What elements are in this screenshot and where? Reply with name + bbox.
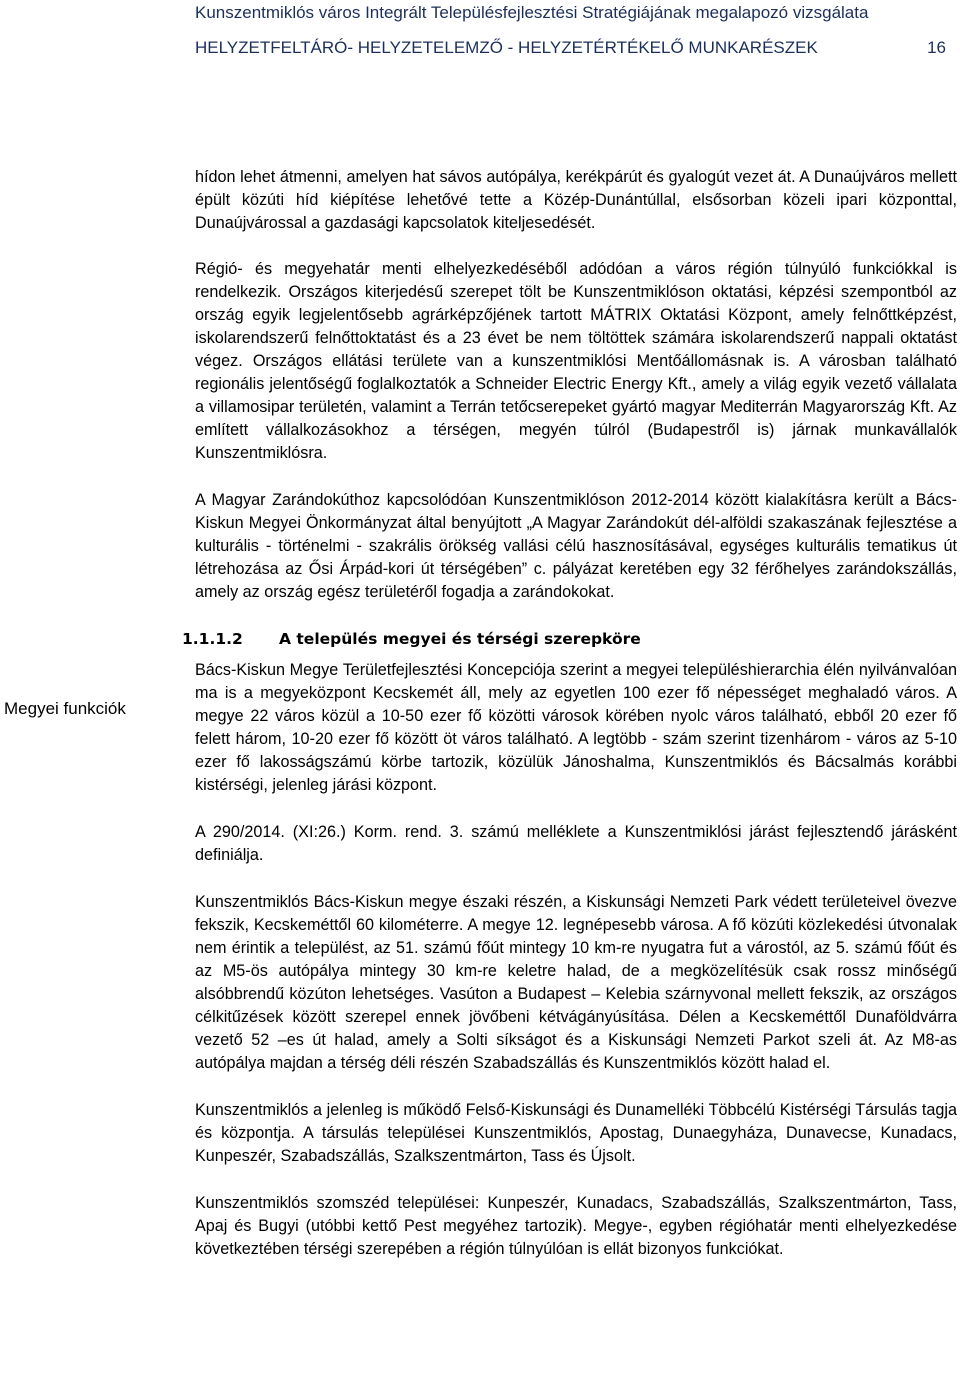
document-title: Kunszentmiklós város Integrált Településfejlesztési Stratégiájának megalapozó vizsgálata xyxy=(195,3,869,22)
paragraph-neighbours: Kunszentmiklós szomszéd települései: Kunpeszér, Kunadacs, Szabadszállás, Szalkszentmárton, Tass, Apaj és Bugyi (utóbbi kettő Pest megyéhez tartozik). Megye-, egyben régióhatár menti elhelyezkedése következtében térségi szerepében a régión túlnyúlóan is ellát bizonyos funkciókat. xyxy=(195,1194,957,1258)
paragraph-regional-functions: Régió- és megyehatár menti elhelyezkedéséből adódóan a város régión túlnyúló funkciókkal is rendelkezik. Országos kiterjedésű szerepet tölt be Kunszentmiklóson oktatási, képzési szempontból az ország egyik legjelentősebb agrárképzőjének tartott MÁTRIX Oktatási Központ, amely felnőttképzést, iskolarendszerű felnőttoktatást és a 23 évet be nem töltöttek számára iskolarendszerű nappali oktatást végez. Országos ellátási területe van a kunszentmiklósi Mentőállomásnak is. A városban található regionális jelentőségű foglalkoztatók a Schneider Electric Energy Kft., amely a világ egyik vezető vállalata a villamosipar területén, valamint a Terrán tetőcserepeket gyártó magyar Mediterrán Magyarország Kft. Az említett vállalkozásokhoz a térségen, megyén túlról (Budapestről is) járnak munkavállalók Kunszentmiklósra. xyxy=(195,260,957,462)
paragraph-pilgrim-route: A Magyar Zarándokúthoz kapcsolódóan Kunszentmiklóson 2012-2014 között kialakításra került a Bács-Kiskun Megyei Önkormányzat által benyújtott „A Magyar Zarándokút dél-alföldi szakaszának fejlesztése a kulturális - történelmi - szakrális örökség vallási célú hasznosításával, egységes kulturális tematikus út létrehozása az Ősi Árpád-kori út térségében” c. pályázat keretében egy 32 férőhelyes zarándokszállás, amely az ország egész területéről fogadja a zarándokokat. xyxy=(195,491,957,601)
page-header xyxy=(0,0,960,60)
paragraph-location-transport: Kunszentmiklós Bács-Kiskun megye északi részén, a Kiskunsági Nemzeti Park védett területeivel övezve fekszik, Kecskeméttől 60 kilométerre. A megye 12. legnépesebb városa. A fő közúti közlekedési útvonalak nem érintik a települést, az 51. számú főút mintegy 10 km-re nyugatra fut a várostól, az 5. számú főút és az M5-ös autópálya mintegy 30 km-re keletre halad, de a megközelítésük csak rossz minőségű alsóbbrendű közúton lehetséges. Vasúton a Budapest – Kelebia szárnyvonal mellett fekszik, az országos célkitűzések között szerepel ennek jövőbeni kétvágányúsítása. Délen a Kecskeméttől Dunaföldvárra vezető 52 –es út halad, amely a Solti síkságot és a Kiskunsági Nemzeti Parkot szeli át. Az M8-as autópálya majdan a térség déli részén Szabadszállás és Kunszentmiklós között halad el. xyxy=(195,893,957,1072)
section-number: 1.1.1.2 xyxy=(182,630,243,648)
paragraph-association: Kunszentmiklós a jelenleg is működő Felső-Kiskunsági és Dunamelléki Többcélú Kistérségi Társulás tagja és központja. A társulás települései Kunszentmiklós, Apostag, Dunaegyháza, Dunavecse, Kunadacs, Kunpeszér, Szabadszállás, Szalkszentmárton, Tass és Újsolt. xyxy=(195,1101,957,1165)
page-number: 16 xyxy=(927,38,946,57)
section-title: A település megyei és térségi szerepköre xyxy=(279,630,641,648)
document-body xyxy=(182,166,957,1285)
margin-label: Megyei funkciók xyxy=(4,699,126,718)
paragraph-bridge: hídon lehet átmenni, amelyen hat sávos autópálya, kerékpárút és gyalogút vezet át. A Dunaújváros mellett épült közúti híd kiépítése lehetővé tette a Közép-Dunántúllal, elsősorban közeli ipari központtal, Dunaújvárossal a gazdasági kapcsolatok kiteljesedését. xyxy=(195,168,957,232)
paragraph-decree: A 290/2014. (XI:26.) Korm. rend. 3. számú melléklete a Kunszentmiklósi járást fejlesztendő járásként definiálja. xyxy=(195,823,957,864)
section-heading xyxy=(182,628,957,659)
document-subtitle: HELYZETFELTÁRÓ- HELYZETELEMZŐ - HELYZETÉRTÉKELŐ MUNKARÉSZEK xyxy=(195,38,818,57)
paragraph-county-hierarchy: Bács-Kiskun Megye Területfejlesztési Koncepciója szerint a megyei településhierarchia élén nyilvánvalóan ma is a megyeközpont Kecskemét áll, mely az egyetlen 100 ezer fő népességet meghaladó város. A megye 22 város közül a 10-50 ezer fő közötti városok körében nyolc város található, ebből 20 ezer fő felett három, 10-20 ezer fő között öt város található. A legtöbb - szám szerint tizenhárom - város az 5-10 ezer fő lakosságszámú körbe tartozik, közülük Jánoshalma, Kunszentmiklós és Bácsalmás korábbi kistérségi, jelenleg járási központ. xyxy=(195,661,957,794)
